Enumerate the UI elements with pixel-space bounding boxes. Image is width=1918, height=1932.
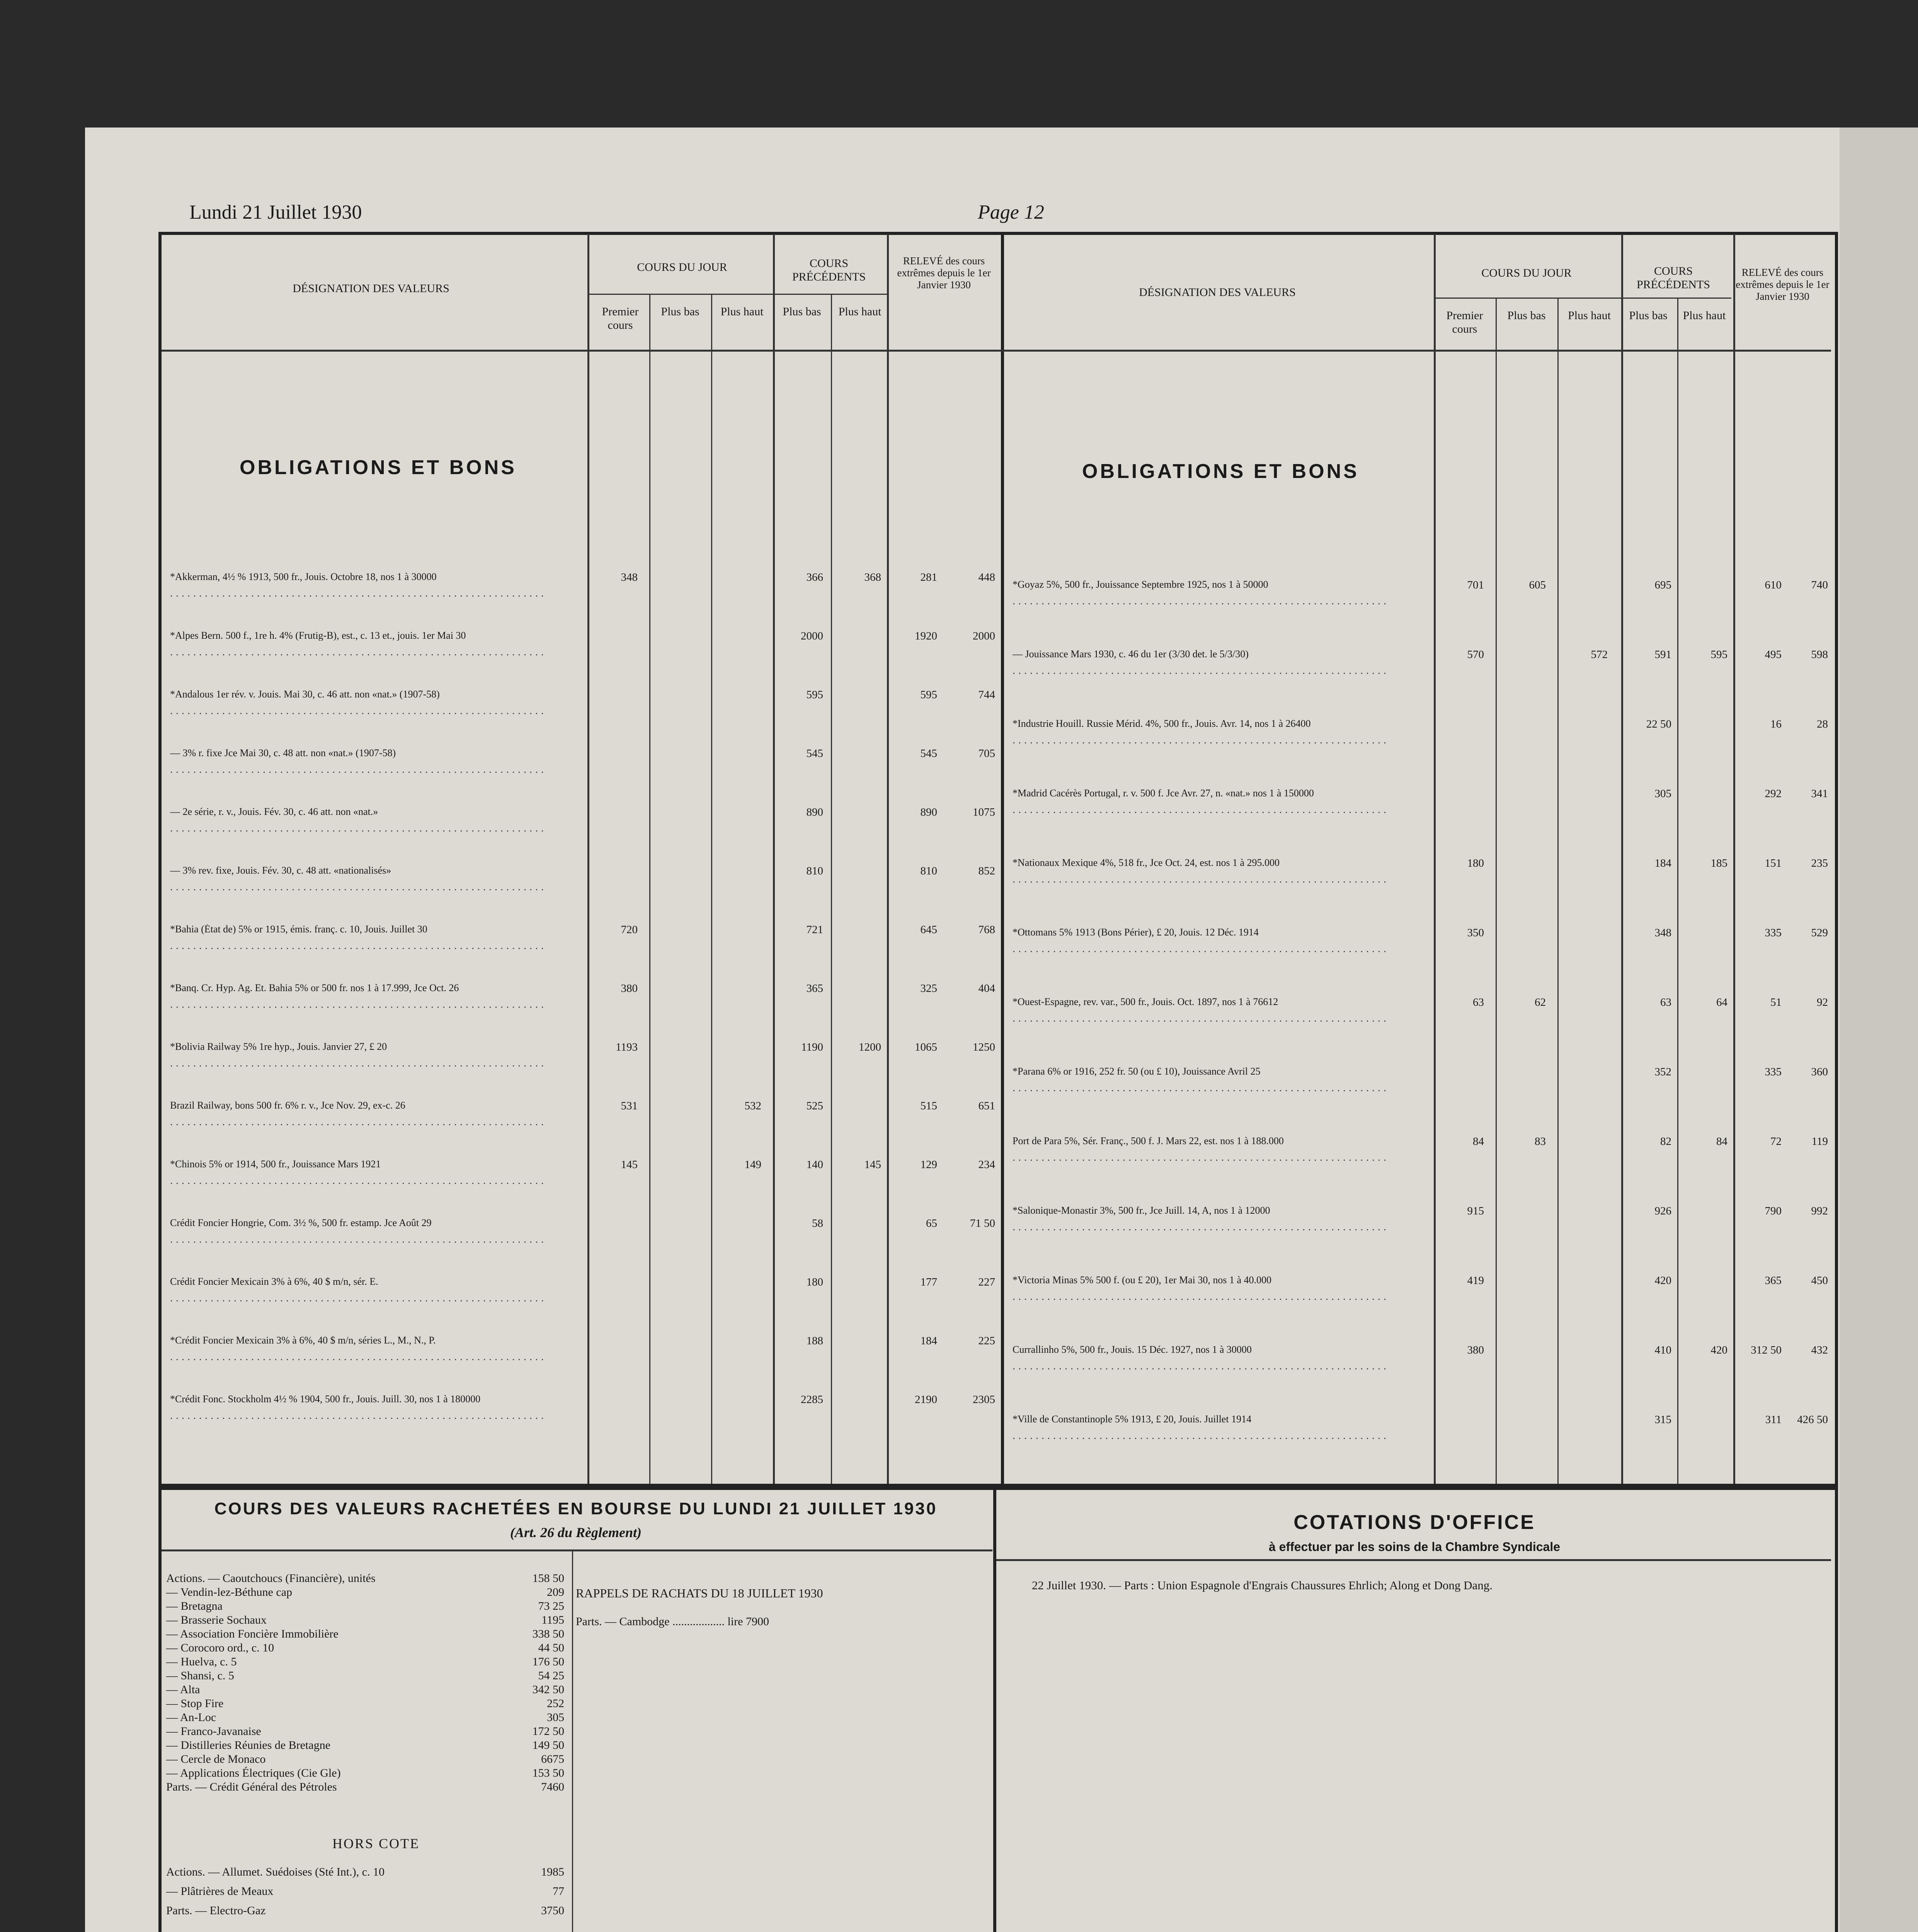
obligation-value: 720	[621, 923, 638, 936]
hors-cote-heading: HORS COTE	[332, 1836, 420, 1851]
obligation-value: 305	[1654, 787, 1671, 800]
col-sep	[1621, 234, 1623, 1484]
obligation-value: 84	[1716, 1135, 1727, 1148]
section-title-right: OBLIGATIONS ET BONS	[1082, 460, 1359, 483]
dot-leader: .................................................................	[1013, 734, 1389, 746]
obligation-value: 184	[920, 1335, 937, 1347]
obligation-value: 1200	[859, 1041, 881, 1053]
rule	[996, 1559, 1831, 1561]
cotations-text: 22 Juillet 1930. — Parts : Union Espagnole d'Engrais Chaussures Ehrlich; Along et Dong Dang.	[1032, 1578, 1493, 1592]
rachetee-name: — Corocoro ord., c. 10	[166, 1641, 274, 1654]
rachetee-name: — Association Foncière Immobilière	[166, 1628, 339, 1640]
obligation-name: Brazil Railway, bons 500 fr. 6% r. v., Jce Nov. 29, ex-c. 26	[170, 1100, 405, 1111]
obligation-value: 335	[1765, 1066, 1782, 1078]
obligation-value: 410	[1654, 1344, 1671, 1356]
obligation-value: 2190	[915, 1393, 937, 1406]
obligation-value: 348	[1654, 927, 1671, 939]
obligation-value: 352	[1654, 1066, 1671, 1078]
obligation-value: 2000	[801, 630, 823, 642]
obligation-value: 227	[978, 1276, 995, 1288]
obligation-name: *Madrid Cacérès Portugal, r. v. 500 f. Jce Avr. 27, n. «nat.» nos 1 à 150000	[1013, 788, 1314, 798]
obligation-value: 51	[1770, 996, 1782, 1009]
obligation-value: 1193	[616, 1041, 638, 1053]
obligation-value: 145	[621, 1158, 638, 1171]
obligation-value: 721	[806, 923, 823, 936]
obligation-value: 1190	[801, 1041, 823, 1053]
obligation-value: 598	[1811, 648, 1828, 661]
obligation-value: 185	[1710, 857, 1727, 869]
rachetee-value: 338 50	[532, 1628, 564, 1640]
obligation-value: 2305	[973, 1393, 995, 1406]
obligation-name: *Chinois 5% or 1914, 500 fr., Jouissance Mars 1921	[170, 1159, 381, 1169]
obligation-name: *Nationaux Mexique 4%, 518 fr., Jce Oct. 24, est. nos 1 à 295.000	[1013, 858, 1280, 868]
dot-leader: .................................................................	[1013, 1082, 1389, 1094]
dot-leader: .................................................................	[170, 587, 547, 599]
col-cours-du-jour-right: COURS DU JOUR	[1481, 267, 1572, 279]
obligation-value: 312 50	[1751, 1344, 1782, 1356]
obligation-value: 365	[1765, 1274, 1782, 1287]
obligation-value: 151	[1765, 857, 1782, 869]
col-sep	[831, 294, 832, 1484]
obligation-value: 149	[744, 1158, 761, 1171]
obligation-value: 419	[1467, 1274, 1484, 1287]
dot-leader: .................................................................	[1013, 873, 1389, 885]
cotations-subtitle: à effectuer par les soins de la Chambre Syndicale	[1268, 1540, 1561, 1554]
obligation-value: 235	[1811, 857, 1828, 869]
col-plus-bas: Plus bas	[661, 305, 699, 318]
rachetee-value: 44 50	[538, 1641, 564, 1654]
col-designation-left: DÉSIGNATION DES VALEURS	[293, 282, 449, 295]
rachetee-name: — Distilleries Réunies de Bretagne	[166, 1739, 330, 1752]
rachetees-subtitle: (Art. 26 du Règlement)	[510, 1525, 642, 1540]
obligation-name: *Ottomans 5% 1913 (Bons Périer), £ 20, Jouis. 12 Déc. 1914	[1013, 927, 1259, 937]
col-plus-bas-right: Plus bas	[1507, 309, 1546, 322]
obligation-value: 404	[978, 982, 995, 995]
hors-cote-value: 1985	[541, 1866, 564, 1878]
col-sep	[649, 294, 650, 1484]
obligation-value: 119	[1811, 1135, 1828, 1148]
obligation-value: 2285	[801, 1393, 823, 1406]
obligation-value: 529	[1811, 927, 1828, 939]
rule	[162, 1549, 992, 1551]
col-prec-plus-bas: Plus bas	[783, 305, 821, 318]
obligation-value: 360	[1811, 1066, 1828, 1078]
rachetee-value: 73 25	[538, 1600, 564, 1612]
rachetees-divider	[572, 1550, 573, 1932]
obligation-value: 705	[978, 747, 995, 760]
rachetee-name: — Brasserie Sochaux	[166, 1614, 267, 1626]
obligation-value: 92	[1817, 996, 1828, 1009]
obligation-value: 495	[1765, 648, 1782, 661]
col-sep	[587, 234, 589, 1484]
dot-leader: .................................................................	[170, 1351, 547, 1363]
rachetee-value: 342 50	[532, 1683, 564, 1696]
obligation-value: 28	[1817, 718, 1828, 730]
sub-rule	[589, 294, 773, 295]
obligation-value: 177	[920, 1276, 937, 1288]
dot-leader: .................................................................	[1013, 943, 1389, 955]
col-sep	[1677, 298, 1678, 1484]
dot-leader: .................................................................	[1013, 1012, 1389, 1024]
obligation-value: 348	[621, 571, 638, 583]
obligation-value: 740	[1811, 579, 1828, 591]
obligation-value: 71 50	[970, 1217, 995, 1230]
rachetee-name: — An-Loc	[166, 1711, 216, 1724]
dot-leader: .................................................................	[170, 1410, 547, 1422]
section-title-left: OBLIGATIONS ET BONS	[240, 456, 517, 479]
rachetee-name: — Huelva, c. 5	[166, 1655, 237, 1668]
rachetee-value: 252	[547, 1697, 564, 1710]
obligation-value: 531	[621, 1100, 638, 1112]
obligation-name: *Andalous 1er rév. v. Jouis. Mai 30, c. 46 att. non «nat.» (1907-58)	[170, 689, 440, 699]
col-sep	[887, 234, 889, 1484]
col-plus-haut-right: Plus haut	[1568, 309, 1611, 322]
rachetee-value: 149 50	[532, 1739, 564, 1752]
rachetee-value: 172 50	[532, 1725, 564, 1738]
obligation-value: 180	[806, 1276, 823, 1288]
obligation-value: 64	[1716, 996, 1727, 1009]
obligation-value: 22 50	[1646, 718, 1671, 730]
dot-leader: .................................................................	[1013, 1291, 1389, 1303]
obligation-value: 184	[1654, 857, 1671, 869]
obligation-value: 515	[920, 1100, 937, 1112]
obligation-value: 915	[1467, 1205, 1484, 1217]
hors-cote-value: 3750	[541, 1904, 564, 1917]
obligation-value: 532	[744, 1100, 761, 1112]
dot-leader: .................................................................	[1013, 1430, 1389, 1442]
obligation-name: *Bolivia Railway 5% 1re hyp., Jouis. Janvier 27, £ 20	[170, 1042, 387, 1052]
obligation-value: 890	[806, 806, 823, 818]
obligation-name: Crédit Foncier Mexicain 3% à 6%, 40 $ m/n, sér. E.	[170, 1277, 378, 1287]
obligation-name: — 3% r. fixe Jce Mai 30, c. 48 att. non «nat.» (1907-58)	[170, 748, 396, 758]
col-prec-plus-haut: Plus haut	[838, 305, 882, 318]
dot-leader: .................................................................	[170, 1175, 547, 1187]
obligation-value: 570	[1467, 648, 1484, 661]
rappels-rachats-title: RAPPELS DE RACHATS DU 18 JUILLET 1930	[576, 1586, 823, 1600]
rachetee-name: Parts. — Crédit Général des Pétroles	[166, 1781, 337, 1793]
obligation-name: *Akkerman, 4½ % 1913, 500 fr., Jouis. Octobre 18, nos 1 à 30000	[170, 572, 437, 582]
obligation-value: 365	[806, 982, 823, 995]
rachetee-name: — Alta	[166, 1683, 200, 1696]
rachetee-name: — Bretagna	[166, 1600, 223, 1612]
obligation-value: 2000	[973, 630, 995, 642]
obligation-name: *Alpes Bern. 500 f., 1re h. 4% (Frutig-B), est., c. 13 et., jouis. 1er Mai 30	[170, 631, 466, 641]
sub-rule	[1436, 298, 1623, 299]
obligation-value: 63	[1473, 996, 1484, 1009]
col-plus-haut: Plus haut	[720, 305, 764, 318]
col-designation-right: DÉSIGNATION DES VALEURS	[1139, 286, 1296, 299]
obligation-name: *Parana 6% or 1916, 252 fr. 50 (ou £ 10), Jouissance Avril 25	[1013, 1066, 1261, 1077]
col-sep	[1557, 298, 1559, 1484]
obligation-value: 890	[920, 806, 937, 818]
rachetee-name: — Vendin-lez-Béthune cap	[166, 1586, 293, 1599]
header-page-number: Page 12	[978, 201, 1044, 223]
obligation-value: 810	[806, 865, 823, 877]
rachetee-value: 158 50	[532, 1572, 564, 1585]
rachetee-value: 176 50	[532, 1655, 564, 1668]
dot-leader: .................................................................	[170, 1116, 547, 1128]
obligation-value: 311	[1765, 1413, 1782, 1426]
obligation-value: 1075	[973, 806, 995, 818]
obligation-value: 58	[812, 1217, 823, 1230]
dot-leader: .................................................................	[1013, 1221, 1389, 1233]
rachetee-value: 209	[547, 1586, 564, 1599]
cotations-title: COTATIONS D'OFFICE	[1293, 1511, 1535, 1534]
col-sep	[1496, 298, 1497, 1484]
hors-cote-value: 77	[553, 1885, 564, 1898]
obligation-value: 72	[1770, 1135, 1782, 1148]
rachetee-value: 7460	[541, 1781, 564, 1793]
rachetee-name: — Cercle de Monaco	[166, 1753, 266, 1765]
dot-leader: .................................................................	[1013, 804, 1389, 816]
rachetees-title: COURS DES VALEURS RACHETÉES EN BOURSE DU LUNDI 21 JUILLET 1930	[214, 1499, 938, 1518]
col-premier-cours-right: Premier cours	[1446, 309, 1483, 335]
dot-leader: .................................................................	[1013, 1360, 1389, 1372]
obligation-value: 180	[1467, 857, 1484, 869]
obligation-value: 16	[1770, 718, 1782, 730]
obligation-value: 572	[1591, 648, 1608, 661]
obligation-name: *Banq. Cr. Hyp. Ag. Et. Bahia 5% or 500 fr. nos 1 à 17.999, Jce Oct. 26	[170, 983, 459, 993]
obligation-name: *Crédit Foncier Mexicain 3% à 6%, 40 $ m/n, séries L., M., N., P.	[170, 1335, 436, 1345]
obligation-value: 380	[1467, 1344, 1484, 1356]
dot-leader: .................................................................	[170, 822, 547, 834]
obligation-value: 82	[1660, 1135, 1671, 1148]
obligation-name: *Salonique-Monastir 3%, 500 fr., Jce Juill. 14, A, nos 1 à 12000	[1013, 1206, 1270, 1216]
obligation-value: 84	[1473, 1135, 1484, 1148]
obligation-value: 595	[920, 689, 937, 701]
obligation-name: *Ouest-Espagne, rev. var., 500 fr., Jouis. Oct. 1897, nos 1 à 76612	[1013, 997, 1278, 1007]
header-rule	[162, 350, 1831, 352]
adjacent-page-edge	[1840, 128, 1918, 1932]
dot-leader: .................................................................	[1013, 1151, 1389, 1163]
col-cours-precedents: COURS PRÉCÉDENTS	[792, 257, 866, 283]
obligation-value: 380	[621, 982, 638, 995]
rappels-rachats-item: Parts. — Cambodge .................. lire 7900	[576, 1615, 769, 1628]
col-cours-precedents-right: COURS PRÉCÉDENTS	[1636, 265, 1710, 291]
rachetee-name: — Stop Fire	[166, 1697, 224, 1710]
obligation-value: 426 50	[1797, 1413, 1828, 1426]
obligation-value: 790	[1765, 1205, 1782, 1217]
obligation-value: 852	[978, 865, 995, 877]
obligation-value: 188	[806, 1335, 823, 1347]
rachetee-value: 6675	[541, 1753, 564, 1765]
obligation-value: 525	[806, 1100, 823, 1112]
hors-cote-name: Actions. — Allumet. Suédoises (Sté Int.), c. 10	[166, 1866, 385, 1878]
obligation-name: *Ville de Constantinople 5% 1913, £ 20, Jouis. Juillet 1914	[1013, 1414, 1252, 1424]
obligation-value: 292	[1765, 787, 1782, 800]
obligation-name: *Bahia (État de) 5% or 1915, émis. franç. c. 10, Jouis. Juillet 30	[170, 924, 427, 934]
obligation-value: 768	[978, 923, 995, 936]
rachetee-value: 54 25	[538, 1669, 564, 1682]
obligation-value: 1250	[973, 1041, 995, 1053]
obligation-value: 992	[1811, 1205, 1828, 1217]
obligation-name: Currallinho 5%, 500 fr., Jouis. 15 Déc. 1927, nos 1 à 30000	[1013, 1345, 1252, 1355]
obligation-value: 810	[920, 865, 937, 877]
obligation-value: 315	[1654, 1413, 1671, 1426]
obligation-name: *Industrie Houill. Russie Mérid. 4%, 500 fr., Jouis. Avr. 14, nos 1 à 26400	[1013, 719, 1311, 729]
obligation-value: 545	[920, 747, 937, 760]
obligation-value: 341	[1811, 787, 1828, 800]
rachetee-value: 1195	[541, 1614, 564, 1626]
mid-divider	[993, 1486, 996, 1932]
col-sep	[711, 294, 712, 1484]
rachetee-value: 153 50	[532, 1767, 564, 1779]
obligation-value: 645	[920, 923, 937, 936]
obligation-name: — 3% rev. fixe, Jouis. Fév. 30, c. 48 att. «nationalisés»	[170, 866, 391, 876]
dot-leader: .................................................................	[170, 940, 547, 952]
dot-leader: .................................................................	[170, 1292, 547, 1304]
dot-leader: .................................................................	[170, 998, 547, 1010]
dot-leader: .................................................................	[170, 764, 547, 776]
obligation-value: 744	[978, 689, 995, 701]
obligation-value: 350	[1467, 927, 1484, 939]
col-releve: RELEVÉ des cours extrêmes depuis le 1er Janvier 1930	[897, 255, 991, 291]
obligation-value: 225	[978, 1335, 995, 1347]
col-prec-plus-bas-right: Plus bas	[1629, 309, 1668, 322]
obligation-value: 65	[926, 1217, 937, 1230]
obligation-value: 595	[806, 689, 823, 701]
rachetee-name: — Franco-Javanaise	[166, 1725, 261, 1738]
rachetee-name: — Shansi, c. 5	[166, 1669, 234, 1682]
obligation-name: Crédit Foncier Hongrie, Com. 3½ %, 500 fr. estamp. Jce Août 29	[170, 1218, 432, 1228]
dot-leader: .................................................................	[170, 1233, 547, 1245]
obligation-value: 140	[806, 1158, 823, 1171]
col-cours-du-jour-left: COURS DU JOUR	[637, 261, 727, 274]
obligation-value: 448	[978, 571, 995, 583]
obligation-value: 129	[920, 1158, 937, 1171]
obligation-value: 325	[920, 982, 937, 995]
obligation-value: 591	[1654, 648, 1671, 661]
obligation-value: 450	[1811, 1274, 1828, 1287]
obligation-value: 145	[864, 1158, 881, 1171]
col-premier-cours: Premier cours	[602, 305, 639, 332]
col-sep	[1434, 234, 1436, 1484]
dot-leader: .................................................................	[170, 1057, 547, 1069]
dot-leader: .................................................................	[1013, 595, 1389, 607]
obligation-value: 63	[1660, 996, 1671, 1009]
obligation-value: 926	[1654, 1205, 1671, 1217]
obligation-name: Port de Para 5%, Sér. Franç., 500 f. J. Mars 22, est. nos 1 à 188.000	[1013, 1136, 1284, 1146]
obligation-value: 610	[1765, 579, 1782, 591]
obligation-value: 595	[1710, 648, 1727, 661]
rachetee-name: Actions. — Caoutchoucs (Financière), unités	[166, 1572, 376, 1585]
obligation-value: 701	[1467, 579, 1484, 591]
obligation-name: *Crédit Fonc. Stockholm 4½ % 1904, 500 fr., Jouis. Juill. 30, nos 1 à 180000	[170, 1394, 481, 1404]
hors-cote-name: — Plâtrières de Meaux	[166, 1885, 274, 1898]
header-date: Lundi 21 Juillet 1930	[189, 201, 362, 223]
obligation-value: 335	[1765, 927, 1782, 939]
obligation-value: 420	[1710, 1344, 1727, 1356]
obligation-name: — 2e série, r. v., Jouis. Fév. 30, c. 46 att. non «nat.»	[170, 807, 378, 817]
obligation-value: 420	[1654, 1274, 1671, 1287]
obligation-value: 651	[978, 1100, 995, 1112]
obligation-value: 1920	[915, 630, 937, 642]
col-sep	[773, 234, 775, 1484]
obligation-value: 366	[806, 571, 823, 583]
obligation-value: 695	[1654, 579, 1671, 591]
obligation-value: 234	[978, 1158, 995, 1171]
obligation-value: 368	[864, 571, 881, 583]
obligation-name: *Victoria Minas 5% 500 f. (ou £ 20), 1er Mai 30, nos 1 à 40.000	[1013, 1275, 1271, 1285]
obligation-name: — Jouissance Mars 1930, c. 46 du 1er (3/30 det. le 5/3/30)	[1013, 649, 1249, 659]
col-releve-right: RELEVÉ des cours extrêmes depuis le 1er Janvier 1930	[1736, 267, 1830, 303]
rachetee-value: 305	[547, 1711, 564, 1724]
col-prec-plus-haut-right: Plus haut	[1683, 309, 1726, 322]
obligation-value: 1065	[915, 1041, 937, 1053]
mid-divider	[1001, 234, 1004, 1484]
dot-leader: .................................................................	[1013, 665, 1389, 677]
dot-leader: .................................................................	[170, 705, 547, 717]
obligation-value: 83	[1535, 1135, 1546, 1148]
rachetee-name: — Applications Électriques (Cie Gle)	[166, 1767, 341, 1779]
obligation-value: 605	[1529, 579, 1546, 591]
obligation-value: 62	[1535, 996, 1546, 1009]
obligation-value: 281	[920, 571, 937, 583]
hors-cote-name: Parts. — Electro-Gaz	[166, 1904, 266, 1917]
dot-leader: .................................................................	[170, 881, 547, 893]
obligation-name: *Goyaz 5%, 500 fr., Jouissance Septembre 1925, nos 1 à 50000	[1013, 580, 1268, 590]
dot-leader: .................................................................	[170, 646, 547, 658]
obligation-value: 432	[1811, 1344, 1828, 1356]
obligation-value: 545	[806, 747, 823, 760]
